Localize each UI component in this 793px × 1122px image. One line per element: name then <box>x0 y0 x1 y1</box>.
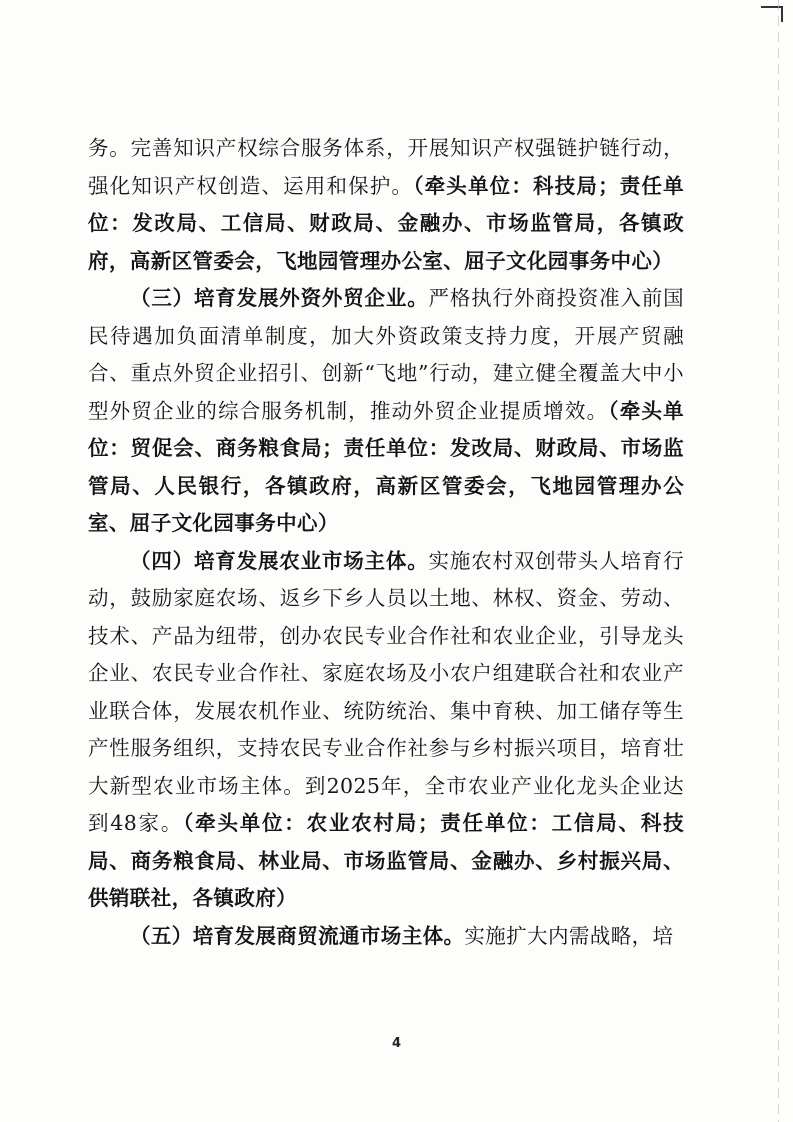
scan-corner-mark <box>761 6 783 22</box>
section-3-responsibility: （牵头单位：贸促会、商务粮食局；责任单位：发改局、财政局、市场监管局、人民银行，各镇政府，高新区管委会，飞地园管理办公室、屈子文化园事务中心） <box>88 398 684 535</box>
section-4-responsibility: （牵头单位：农业农村局；责任单位：工信局、科技局、商务粮食局、林业局、市场监管局、金融办、乡村振兴局、供销联社，各镇政府） <box>88 811 684 910</box>
paragraph-section-4 <box>88 543 684 918</box>
section-4-text: 实施农村双创带头人培育行动，鼓励家庭农场、返乡下乡人员以土地、林权、资金、劳动、技术、产品为纽带，创办农民专业合作社和农业企业，引导龙头企业、农民专业合作社、家庭农场及小农户组建联合社和农业产业联合体，发展农机作业、统防统治、集中育秧、加工储存等生产性服务组织，支持农民专业合作社参与乡村振兴项目，培育壮大新型农业市场主体。到2025年，全市农业产业化龙头企业达到48家。 <box>88 548 684 835</box>
paragraph-continuation <box>88 130 684 280</box>
section-5-text: 实施扩大内需战略，培 <box>464 923 674 948</box>
section-3-text: 严格执行外商投资准入前国民待遇加负面清单制度，加大外资政策支持力度，开展产贸融合、重点外贸企业招引、创新“飞地”行动，建立健全覆盖大中小型外贸企业的综合服务机制，推动外贸企业提质增效。 <box>88 286 684 423</box>
scan-edge-line <box>778 0 779 1122</box>
continuation-responsibility: （牵头单位：科技局；责任单位：发改局、工信局、财政局、金融办、市场监管局，各镇政府，高新区管委会，飞地园管理办公室、屈子文化园事务中心） <box>88 173 685 273</box>
section-4-heading: （四）培育发展农业市场主体。 <box>130 548 429 573</box>
continuation-text: 务。完善知识产权综合服务体系，开展知识产权强链护链行动，强化知识产权创造、运用和保护。 <box>88 136 684 198</box>
section-5-heading: （五）培育发展商贸流通市场主体。 <box>130 923 465 948</box>
section-3-heading: （三）培育发展外资外贸企业。 <box>130 286 429 310</box>
page-number: 4 <box>391 1036 402 1051</box>
paragraph-section-5 <box>88 918 684 956</box>
body-text <box>88 130 684 955</box>
paragraph-section-3 <box>88 280 684 543</box>
